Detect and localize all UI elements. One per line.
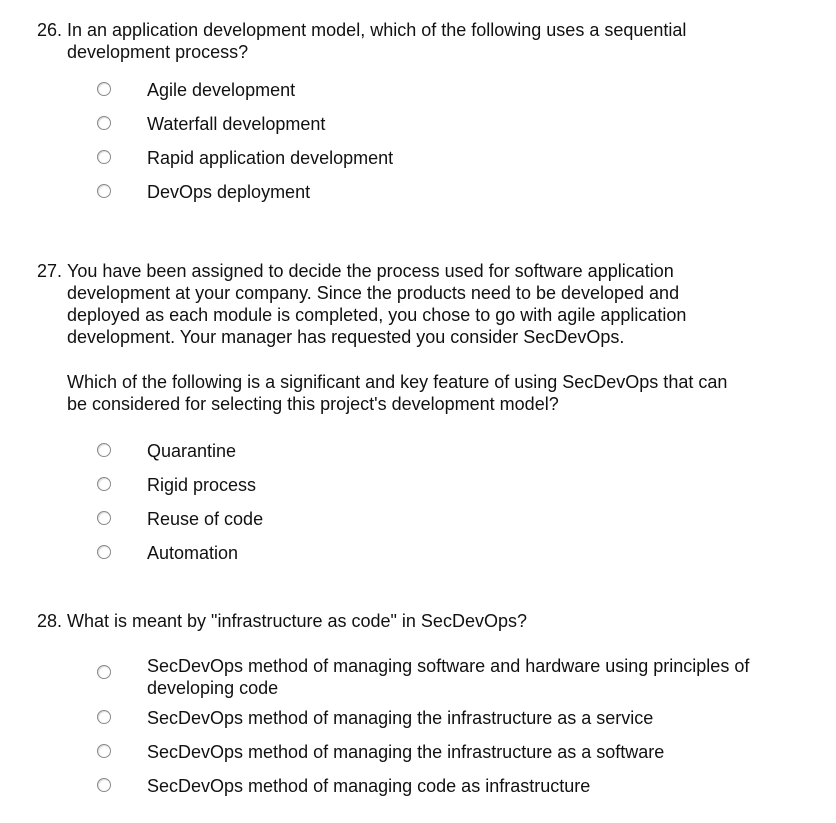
radio-button[interactable] [97,82,111,96]
answer-options [0,79,836,215]
question-number: 26. [37,20,63,40]
question-27 [0,260,836,576]
answer-option[interactable] [0,741,836,775]
question-number: 27. [37,261,63,281]
option-label: Automation [147,543,239,563]
answer-option[interactable] [0,113,836,147]
answer-option[interactable] [0,508,836,542]
answer-option[interactable] [0,440,836,474]
answer-option[interactable] [0,775,836,809]
question-text-line: In an application development model, which of the following uses a sequential [67,20,687,40]
answer-option[interactable] [0,707,836,741]
option-label: Reuse of code [147,509,264,529]
question-prompt [0,19,836,63]
radio-button[interactable] [97,150,111,164]
radio-button[interactable] [97,184,111,198]
answer-options [0,440,836,576]
question-text-line: deployed as each module is completed, you chose to go with agile application [67,305,687,325]
option-label: Quarantine [147,441,237,461]
option-label: Rigid process [147,475,257,495]
answer-option[interactable] [0,181,836,215]
option-label: Agile development [147,80,296,100]
option-label: SecDevOps method of managing software and hardware using principles of [147,656,750,676]
question-28 [0,610,836,809]
option-label: Rapid application development [147,148,394,168]
radio-button[interactable] [97,477,111,491]
radio-button[interactable] [97,665,111,679]
answer-option[interactable] [0,542,836,576]
answer-option[interactable] [0,79,836,113]
question-text-line: development process? [67,42,249,62]
question-text-line: development at your company. Since the products need to be developed and [67,283,680,303]
question-number: 28. [37,611,63,631]
question-prompt [0,260,836,415]
answer-option[interactable] [0,655,836,707]
radio-button[interactable] [97,511,111,525]
option-label: SecDevOps method of managing the infrastructure as a software [147,742,665,762]
radio-button[interactable] [97,744,111,758]
answer-option[interactable] [0,474,836,508]
option-label-continued: developing code [147,678,279,698]
question-text-line: You have been assigned to decide the process used for software application [67,261,674,281]
question-text-line: be considered for selecting this project's development model? [67,394,559,414]
question-subprompt [67,371,796,415]
option-label: Waterfall development [147,114,326,134]
question-26 [0,19,836,215]
answer-option[interactable] [0,147,836,181]
question-prompt [0,610,836,632]
answer-options [0,655,836,809]
question-text-line: Which of the following is a significant and key feature of using SecDevOps that can [67,372,728,392]
radio-button[interactable] [97,710,111,724]
radio-button[interactable] [97,545,111,559]
option-label: SecDevOps method of managing code as infrastructure [147,776,591,796]
radio-button[interactable] [97,116,111,130]
radio-button[interactable] [97,778,111,792]
option-label: SecDevOps method of managing the infrastructure as a service [147,708,654,728]
option-label: DevOps deployment [147,182,311,202]
radio-button[interactable] [97,443,111,457]
question-text-line: What is meant by "infrastructure as code" in SecDevOps? [67,611,527,631]
question-text-line: development. Your manager has requested you consider SecDevOps. [67,327,625,347]
